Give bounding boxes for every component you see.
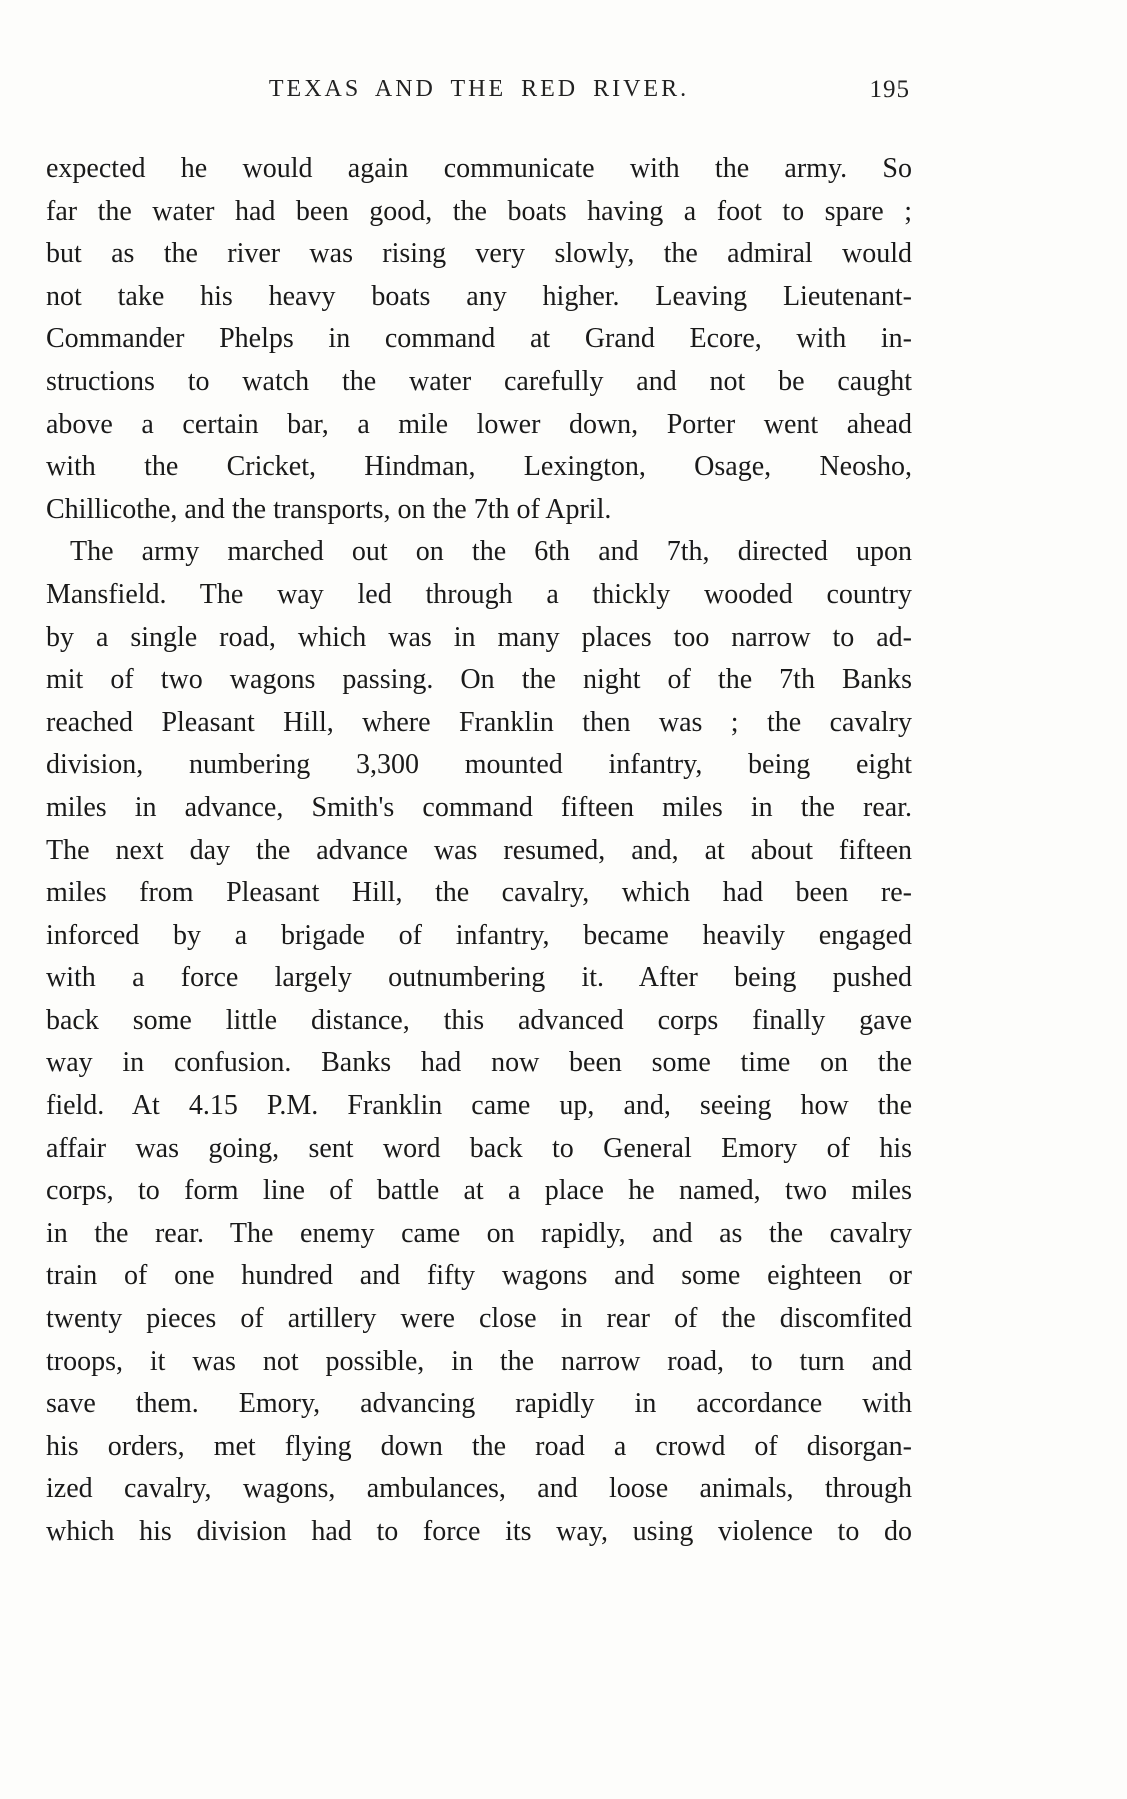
text-line: structions to watch the water carefully and not be caught	[46, 365, 912, 397]
text-line: Commander Phelps in command at Grand Ecore, with in-	[46, 323, 912, 355]
text-line: his orders, met flying down the road a crowd of disorgan-	[46, 1430, 912, 1462]
text-line: affair was going, sent word back to General Emory of his	[46, 1132, 912, 1164]
text-line: way in confusion. Banks had now been some time on the	[46, 1047, 912, 1079]
text-line: inforced by a brigade of infantry, became heavily engaged	[46, 919, 912, 951]
text-line: far the water had been good, the boats having a foot to spare ;	[46, 195, 912, 227]
text-line: division, numbering 3,300 mounted infantry, being eight	[46, 749, 912, 781]
text-line: reached Pleasant Hill, where Franklin then was ; the cavalry	[46, 706, 912, 738]
text-line: troops, it was not possible, in the narrow road, to turn and	[46, 1345, 912, 1377]
text-line: The next day the advance was resumed, and, at about fifteen	[46, 834, 912, 866]
text-line: save them. Emory, advancing rapidly in accordance with	[46, 1388, 912, 1420]
text-line: with a force largely outnumbering it. After being pushed	[46, 962, 912, 994]
text-line: which his division had to force its way, using violence to do	[46, 1516, 912, 1547]
text-line: by a single road, which was in many places too narrow to ad-	[46, 621, 912, 653]
paragraph	[46, 531, 912, 1553]
text-line: Mansfield. The way led through a thickly wooded country	[46, 578, 912, 610]
text-line: corps, to form line of battle at a place he named, two miles	[46, 1175, 912, 1207]
text-line: train of one hundred and fifty wagons and some eighteen or	[46, 1260, 912, 1292]
text-block	[46, 76, 912, 1554]
page-number: 195	[869, 76, 910, 103]
text-line: twenty pieces of artillery were close in rear of the discomfited	[46, 1303, 912, 1335]
text-line: mit of two wagons passing. On the night of the 7th Banks	[46, 664, 912, 696]
text-line: field. At 4.15 P.M. Franklin came up, and, seeing how the	[46, 1090, 912, 1122]
text-line: with the Cricket, Hindman, Lexington, Osage, Neosho,	[46, 451, 912, 483]
text-line: ized cavalry, wagons, ambulances, and loose animals, through	[46, 1473, 912, 1505]
text-line: above a certain bar, a mile lower down, Porter went ahead	[46, 408, 912, 440]
text-line: in the rear. The enemy came on rapidly, and as the cavalry	[46, 1217, 912, 1249]
text-line: miles from Pleasant Hill, the cavalry, which had been re-	[46, 877, 912, 909]
text-line: not take his heavy boats any higher. Leaving Lieutenant-	[46, 280, 912, 312]
page-body	[46, 148, 912, 1554]
text-line: Chillicothe, and the transports, on the 7th of April.	[46, 493, 612, 525]
header-title: TEXAS AND THE RED RIVER.	[268, 76, 690, 102]
text-line: but as the river was rising very slowly, the admiral would	[46, 238, 912, 270]
text-line: expected he would again communicate with the army. So	[46, 153, 912, 184]
paragraph	[46, 148, 912, 531]
running-header	[46, 76, 912, 110]
text-line: miles in advance, Smith's command fifteen miles in the rear.	[46, 791, 912, 823]
text-line: The army marched out on the 6th and 7th, directed upon	[70, 536, 912, 568]
text-line: back some little distance, this advanced corps finally gave	[46, 1004, 912, 1036]
